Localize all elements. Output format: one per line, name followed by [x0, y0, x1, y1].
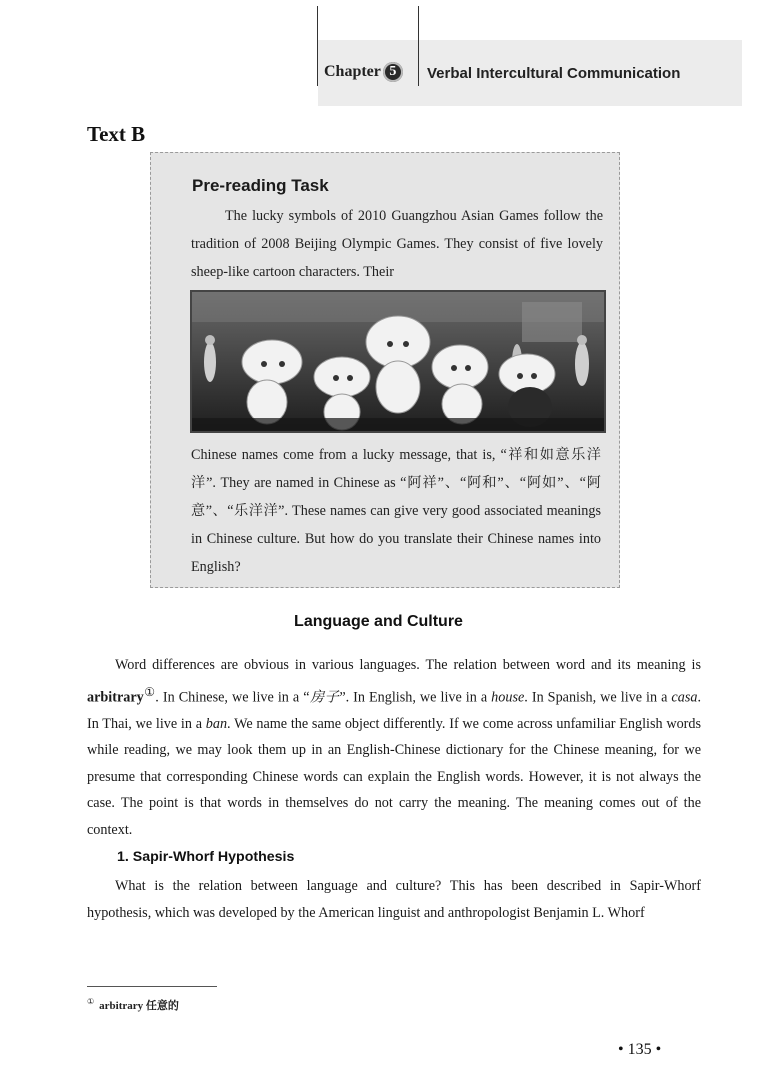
pre-reading-paragraph-2: Chinese names come from a lucky message, that is, “祥和如意乐洋洋”. They are named in Chinese as “阿祥”、“阿和”、“阿如”、“阿意”、“乐洋洋”. These names can give very good associated meanings in Chinese culture. But how do you translate their Chinese names into English?: [191, 447, 601, 575]
body-paragraph-2: What is the relation between language and culture? This has been described in Sapir-Whorf hypothesis, which was developed by the American linguist and anthropologist Benjamin L. Whorf: [87, 878, 701, 921]
footnote-rule: [87, 986, 217, 987]
chapter-word: Chapter: [324, 63, 381, 80]
pre-reading-paragraph-1: The lucky symbols of 2010 Guangzhou Asian Games follow the tradition of 2008 Beijing Olympic Games. They consist of five lovely sheep-like cartoon characters. Their: [191, 208, 603, 280]
article-title: Language and Culture: [294, 613, 463, 630]
section-heading: Text B: [87, 122, 146, 146]
header-rule-right: [418, 6, 419, 86]
header-rule-left: [317, 6, 318, 86]
pre-reading-title: Pre-reading Task: [192, 176, 329, 195]
keyword-arbitrary: arbitrary: [87, 689, 144, 706]
footnote: ① arbitrary 任意的: [87, 997, 179, 1012]
chapter-label: [324, 62, 403, 82]
footnote-ref: ①: [143, 684, 156, 699]
chapter-title: Verbal Intercultural Communication: [427, 65, 681, 82]
mascots-photo: [190, 290, 606, 433]
chapter-number-badge: 5: [383, 62, 403, 82]
body-paragraph-1: Word differences are obvious in various languages. The relation between word and its meaning is arbitrary①. In Chinese, we live in a “房子”. In English, we live in a house. In Spanish, we live in a casa. In Thai, we live in a ban. We name the same object differently. If we come across unfamiliar English words while reading, we may look them up in an English-Chinese dictionary for the Chinese meaning, for we presume that corresponding Chinese words can explain the English words. However, it is not always the case. The point is that words in themselves do not carry the meaning. The meaning comes out of the context.: [87, 657, 701, 838]
subsection-heading: 1. Sapir-Whorf Hypothesis: [117, 849, 295, 865]
page-number: • 135 •: [618, 1041, 662, 1058]
